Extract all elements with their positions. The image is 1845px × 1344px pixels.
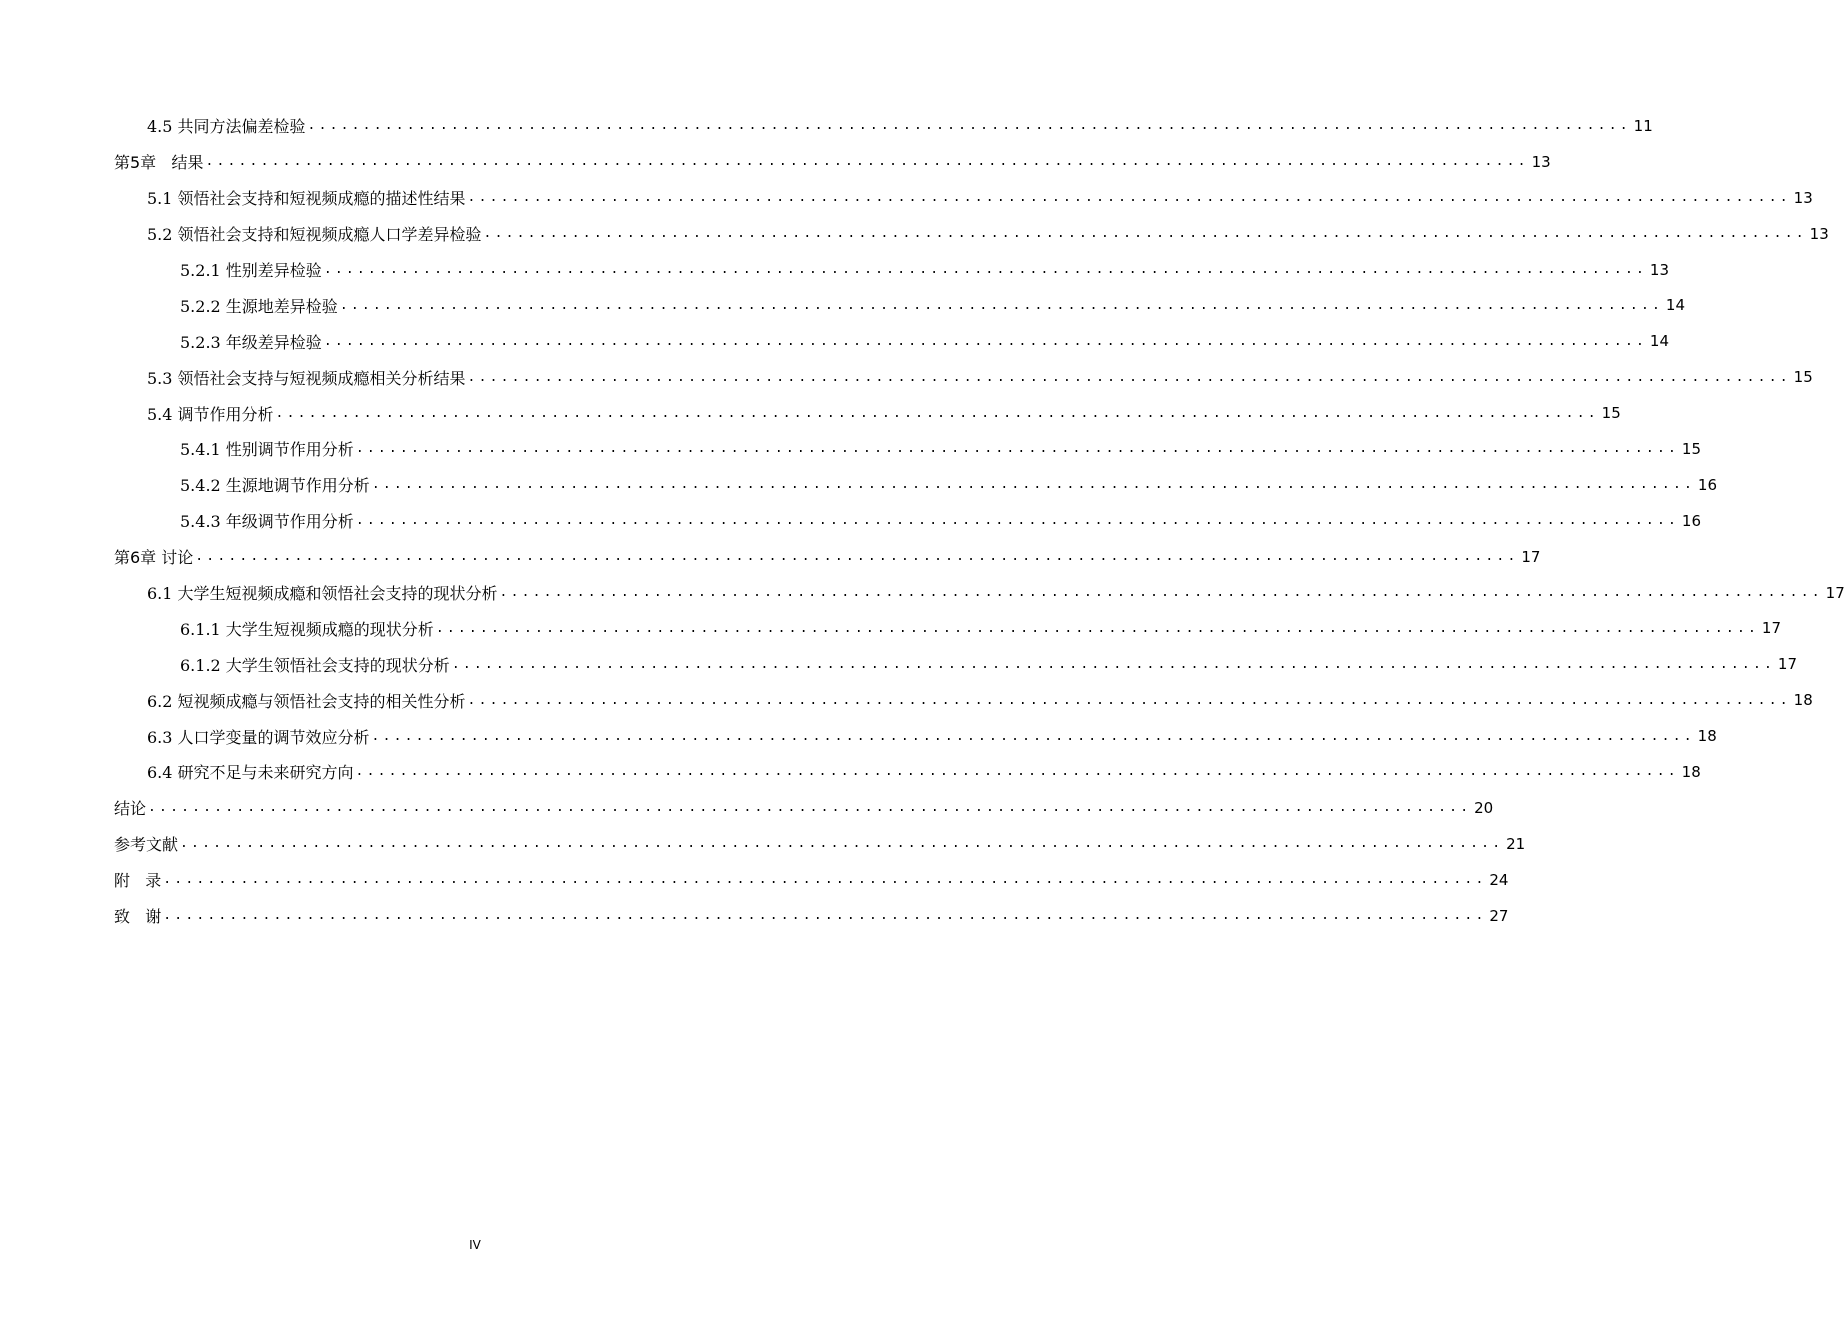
- toc-entry[interactable]: [0, 682, 1813, 718]
- toc-dot-leader: ........................................................................................................................: [163, 908, 1487, 924]
- toc-entry-page: 21: [1506, 834, 1526, 853]
- toc-entry-title: 附 录: [114, 871, 162, 891]
- toc-entry-title: 6.2 短视频成瘾与领悟社会支持的相关性分析: [147, 691, 466, 711]
- toc-dot-leader: ........................................................................................................................: [435, 620, 1760, 636]
- toc-entry[interactable]: [0, 646, 1798, 682]
- toc-entry-title: 第5章 结果: [114, 153, 204, 173]
- toc-dot-leader: ........................................................................................................................: [467, 692, 1791, 708]
- toc-entry-page: 14: [1665, 296, 1686, 315]
- toc-dot-leader: ........................................................................................................................: [355, 764, 1679, 780]
- toc-dot-leader: ........................................................................................................................: [163, 872, 1487, 888]
- toc-entry-page: 17: [1777, 655, 1798, 674]
- toc-entry-page: 13: [1793, 188, 1813, 207]
- toc-entry[interactable]: [0, 323, 1670, 359]
- page-number: IV: [469, 1238, 481, 1252]
- toc-dot-leader: ........................................................................................................................: [499, 585, 1823, 601]
- toc-entry-page: 15: [1601, 404, 1621, 423]
- toc-entry-page: 13: [1531, 152, 1551, 171]
- toc-entry-page: 17: [1521, 547, 1541, 566]
- toc-dot-leader: ........................................................................................................................: [371, 728, 1695, 744]
- toc-entry-title: 参考文献: [114, 835, 179, 855]
- toc-entry-page: 17: [1825, 583, 1845, 602]
- toc-entry[interactable]: [0, 287, 1686, 323]
- toc-entry-title: 5.1 领悟社会支持和短视频成瘾的描述性结果: [147, 189, 466, 209]
- toc-entry-title: 6.1.1 大学生短视频成瘾的现状分析: [180, 619, 434, 639]
- toc-entry-title: 6.3 人口学变量的调节效应分析: [147, 727, 370, 747]
- toc-dot-leader: ........................................................................................................................: [483, 226, 1807, 242]
- toc-entry[interactable]: [0, 395, 1621, 431]
- toc-entry-page: 16: [1697, 475, 1718, 494]
- toc-entry-page: 11: [1633, 116, 1653, 135]
- toc-entry[interactable]: [0, 180, 1813, 216]
- toc-dot-leader: ........................................................................................................................: [180, 836, 1504, 852]
- toc-entry[interactable]: [0, 431, 1702, 467]
- toc-entry-title: 结论: [114, 799, 147, 819]
- toc-entry[interactable]: [0, 144, 1551, 180]
- toc-entry-title: 5.4 调节作用分析: [147, 404, 274, 424]
- toc-dot-leader: ........................................................................................................................: [275, 405, 1599, 421]
- toc-entry-title: 6.4 研究不足与未来研究方向: [147, 763, 354, 783]
- toc-entry[interactable]: [0, 790, 1494, 826]
- toc-dot-leader: ........................................................................................................................: [355, 513, 1680, 529]
- toc-entry-page: 24: [1489, 870, 1509, 889]
- toc-dot-leader: ........................................................................................................................: [339, 297, 1664, 313]
- toc-entry-title: 5.4.1 性别调节作用分析: [180, 440, 354, 460]
- toc-entry-title: 5.2.1 性别差异检验: [180, 261, 322, 280]
- toc-entry-page: 27: [1489, 906, 1509, 925]
- toc-dot-leader: ........................................................................................................................: [355, 441, 1680, 457]
- toc-entry[interactable]: [0, 503, 1702, 539]
- toc-entry-title: 5.4.3 年级调节作用分析: [180, 512, 354, 532]
- toc-entry[interactable]: [0, 252, 1670, 288]
- toc-entry-title: 5.2.2 生源地差异检验: [180, 296, 338, 316]
- toc-entry-title: 5.4.2 生源地调节作用分析: [180, 476, 370, 496]
- toc-dot-leader: ........................................................................................................................: [323, 333, 1648, 349]
- toc-entry-title: 致 谢: [114, 907, 162, 927]
- toc-entry[interactable]: [0, 826, 1526, 862]
- toc-dot-leader: ........................................................................................................................: [195, 549, 1519, 565]
- toc-entry-page: 18: [1681, 762, 1701, 781]
- toc-entry[interactable]: [0, 108, 1653, 144]
- toc-entry-page: 17: [1761, 619, 1782, 638]
- toc-entry-page: 15: [1793, 368, 1813, 387]
- toc-entry[interactable]: [0, 862, 1509, 898]
- toc-dot-leader: ........................................................................................................................: [148, 800, 1472, 816]
- toc-dot-leader: ........................................................................................................................: [451, 656, 1776, 672]
- toc-dot-leader: ........................................................................................................................: [205, 154, 1529, 170]
- toc-entry[interactable]: [0, 539, 1541, 575]
- toc-entry-title: 第6章 讨论: [114, 548, 194, 568]
- toc-dot-leader: ........................................................................................................................: [371, 477, 1696, 493]
- toc-entry-page: 20: [1474, 798, 1494, 817]
- toc-entry-title: 5.3 领悟社会支持与短视频成瘾相关分析结果: [147, 368, 466, 388]
- table-of-contents: [0, 108, 1845, 933]
- toc-entry[interactable]: [0, 898, 1509, 934]
- toc-entry[interactable]: [0, 718, 1717, 754]
- toc-entry-title: 4.5 共同方法偏差检验: [147, 117, 306, 137]
- toc-entry-page: 13: [1809, 224, 1829, 243]
- toc-dot-leader: ........................................................................................................................: [323, 262, 1648, 277]
- toc-dot-leader: ........................................................................................................................: [467, 369, 1791, 385]
- toc-entry-page: 15: [1681, 439, 1702, 458]
- toc-entry-page: 16: [1681, 511, 1702, 530]
- toc-entry-page: 18: [1793, 691, 1813, 710]
- toc-dot-leader: ........................................................................................................................: [467, 190, 1791, 206]
- toc-entry[interactable]: [0, 610, 1782, 646]
- toc-entry-title: 6.1 大学生短视频成瘾和领悟社会支持的现状分析: [147, 584, 498, 604]
- toc-entry-page: 18: [1697, 727, 1717, 746]
- toc-dot-leader: ........................................................................................................................: [307, 118, 1631, 134]
- toc-entry-page: 14: [1649, 332, 1670, 351]
- toc-entry-title: 5.2 领悟社会支持和短视频成瘾人口学差异检验: [147, 225, 482, 245]
- toc-entry-title: 6.1.2 大学生领悟社会支持的现状分析: [180, 655, 450, 675]
- toc-entry[interactable]: [0, 467, 1718, 503]
- toc-entry[interactable]: [0, 359, 1813, 395]
- toc-entry-title: 5.2.3 年级差异检验: [180, 332, 322, 352]
- toc-entry-page: 13: [1649, 260, 1670, 279]
- toc-entry[interactable]: [0, 216, 1829, 252]
- toc-entry[interactable]: [0, 754, 1701, 790]
- toc-entry[interactable]: [0, 575, 1845, 611]
